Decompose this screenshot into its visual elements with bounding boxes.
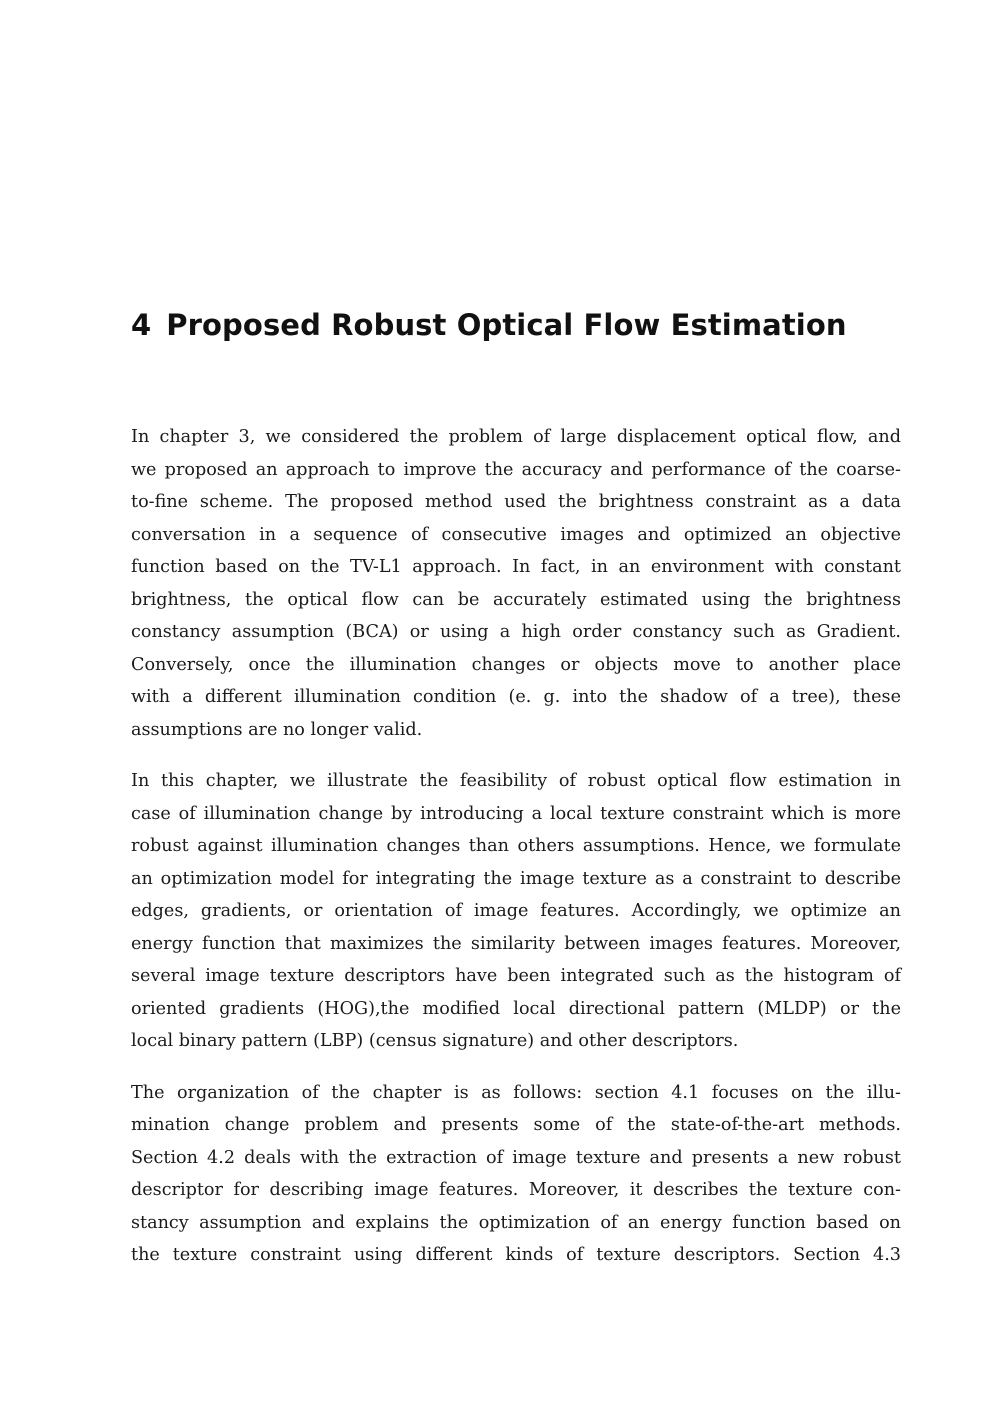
text-line: energy function that maximizes the similarity between images features. Moreover, [131, 933, 901, 954]
text-line: brightness, the optical flow can be accurately estimated using the brightness [131, 589, 901, 610]
text-line: edges, gradients, or orientation of image features. Accordingly, we optimize an [131, 901, 901, 921]
text-line: function based on the TV-L1 approach. In fact, in an environment with constant [131, 557, 901, 577]
text-line: stancy assumption and explains the optimization of an energy function based on [131, 1212, 901, 1233]
text-line: assumptions are no longer valid. [131, 719, 423, 740]
text-line: In chapter 3, we considered the problem of large displacement optical flow, and [131, 427, 901, 447]
text-line: mination change problem and presents some of the state-of-the-art methods. [131, 1115, 901, 1135]
paragraph-organization [131, 1077, 901, 1272]
chapter-title: Proposed Robust Optical Flow Estimation [166, 308, 847, 342]
text-line: case of illumination change by introducing a local texture constraint which is more [131, 803, 901, 824]
text-line: robust against illumination changes than others assumptions. Hence, we formulate [131, 836, 901, 856]
text-line: constancy assumption (BCA) or using a high order constancy such as Gradient. [131, 622, 901, 642]
text-line: several image texture descriptors have been integrated such as the histogram of [131, 966, 901, 986]
text-line: The organization of the chapter is as follows: section 4.1 focuses on the illu- [131, 1082, 901, 1103]
text-line: oriented gradients (HOG),the modified local directional pattern (MLDP) or the [131, 998, 901, 1019]
text-line: conversation in a sequence of consecutive images and optimized an objective [131, 524, 901, 545]
paragraph-feasibility [131, 765, 901, 1058]
text-line: the texture constraint using different kinds of texture descriptors. Section 4.3 [131, 1245, 901, 1265]
chapter-body [131, 421, 901, 1291]
chapter-heading [131, 304, 847, 346]
text-line: Conversely, once the illumination changes or objects move to another place [131, 654, 901, 675]
text-line: descriptor for describing image features. Moreover, it describes the texture con- [131, 1180, 901, 1200]
chapter-number: 4 [131, 308, 152, 342]
text-line: we proposed an approach to improve the accuracy and performance of the coarse- [131, 459, 901, 480]
text-line: In this chapter, we illustrate the feasibility of robust optical flow estimation in [131, 771, 901, 791]
text-line: with a different illumination condition (e. g. into the shadow of a tree), these [131, 687, 901, 707]
paragraph-intro [131, 421, 901, 746]
text-line: local binary pattern (LBP) (census signature) and other descriptors. [131, 1031, 739, 1051]
text-line: an optimization model for integrating the image texture as a constraint to describe [131, 868, 901, 889]
text-line: Section 4.2 deals with the extraction of image texture and presents a new robust [131, 1147, 901, 1168]
text-line: to-fine scheme. The proposed method used the brightness constraint as a data [131, 492, 901, 512]
